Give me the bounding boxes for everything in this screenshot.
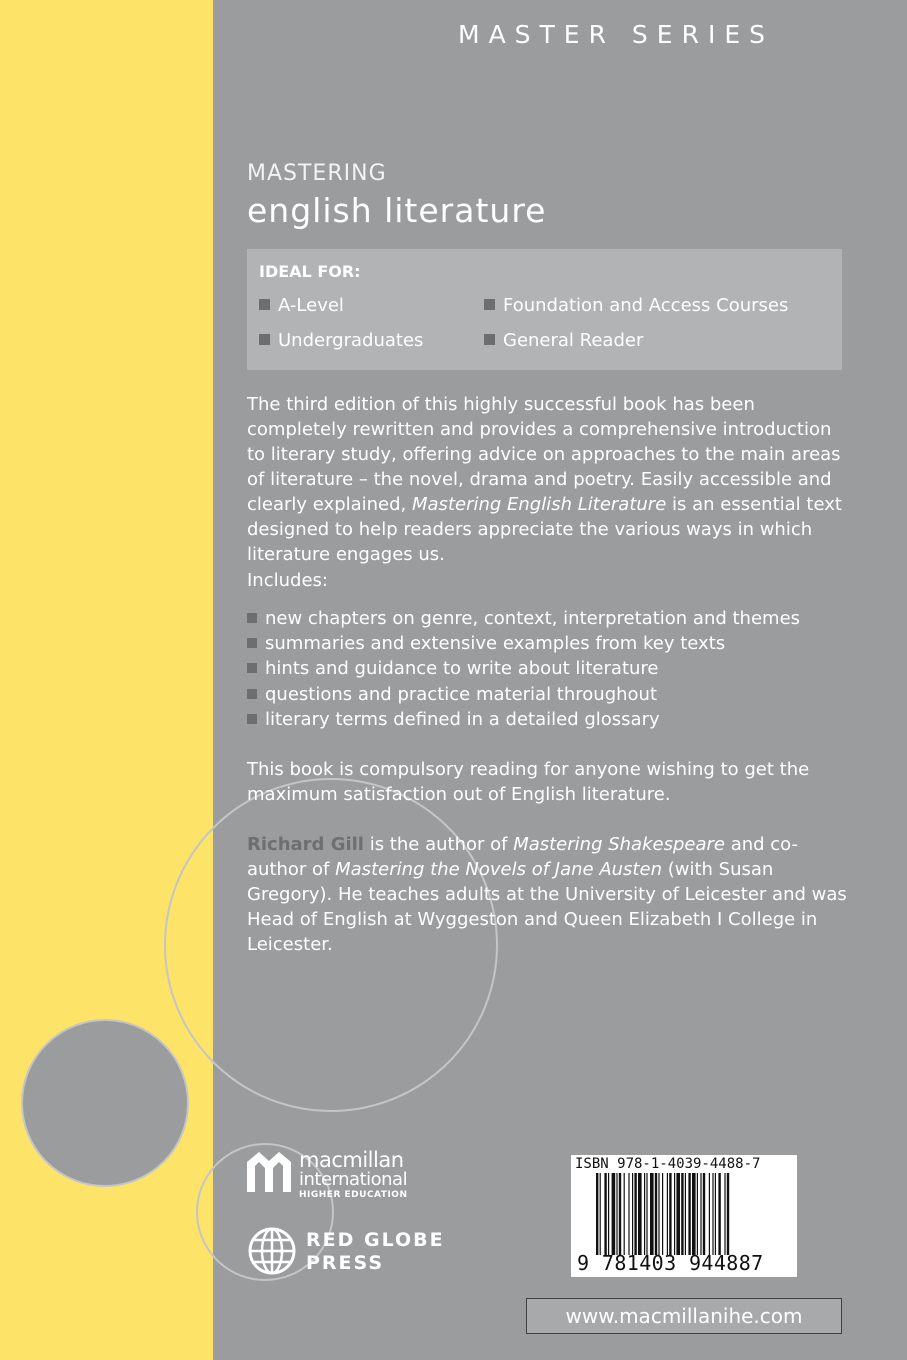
list-item-text: literary terms defined in a detailed glossary	[265, 708, 660, 730]
barcode-bar	[646, 1173, 647, 1255]
barcode-bar	[604, 1173, 606, 1255]
series-title: MASTER SERIES	[458, 20, 774, 49]
square-bullet-icon	[247, 613, 257, 623]
macmillan-line1: macmillan	[299, 1148, 404, 1172]
barcode-bar	[650, 1173, 654, 1255]
list-item-text: hints and guidance to write about literature	[265, 658, 659, 680]
barcode-bar	[667, 1173, 668, 1255]
list-item-text: questions and practice material throughout	[265, 683, 658, 705]
ideal-item	[259, 295, 344, 316]
author-name: Richard Gill	[247, 834, 364, 855]
author-text: (with Susan Gregory). He teaches adults at the University of Leicester and was Head of English at Wyggeston and Queen Elizabeth I College in Leicester.	[247, 859, 847, 955]
barcode-bar	[655, 1173, 657, 1255]
barcode-bar	[700, 1173, 701, 1255]
title-kicker: MASTERING	[247, 161, 387, 186]
rgp-line1: RED GLOBE	[306, 1229, 445, 1251]
barcode-bar	[697, 1173, 698, 1255]
barcode-bar	[619, 1173, 621, 1255]
square-bullet-icon	[247, 689, 257, 699]
barcode-digits: 9 781403 944887	[577, 1251, 764, 1275]
barcode-bar	[676, 1173, 680, 1255]
barcode-bar	[608, 1173, 609, 1255]
barcode-bar	[638, 1173, 642, 1255]
ideal-for-label: IDEAL FOR:	[259, 262, 361, 281]
barcode-bars	[596, 1173, 772, 1255]
square-bullet-icon	[484, 299, 495, 310]
barcode-bar	[718, 1173, 720, 1255]
barcode-bar	[628, 1173, 629, 1255]
barcode-bar	[632, 1173, 633, 1255]
barcode-bar	[709, 1173, 710, 1255]
square-bullet-icon	[259, 334, 270, 345]
barcode-bar	[616, 1173, 617, 1255]
barcode-bar	[727, 1173, 729, 1255]
macmillan-line2: international	[299, 1169, 408, 1190]
barcode-bar	[703, 1173, 705, 1255]
rgp-line2: PRESS	[306, 1252, 385, 1274]
barcode-bar	[662, 1173, 663, 1255]
barcode-bar	[685, 1173, 686, 1255]
ideal-item	[484, 330, 643, 351]
barcode-bar	[674, 1173, 675, 1255]
author-text: and co-author of	[247, 834, 799, 880]
ideal-item-text: General Reader	[503, 330, 644, 351]
barcode-bar	[600, 1173, 601, 1255]
list-item	[247, 656, 847, 681]
barcode-bar	[669, 1173, 671, 1255]
macmillan-logo	[247, 1150, 447, 1205]
barcode-bar	[644, 1173, 645, 1255]
barcode-bar	[681, 1173, 683, 1255]
ideal-item-text: Undergraduates	[278, 330, 424, 351]
description-book-title: Mastering English Literature	[412, 494, 667, 515]
ideal-item-text: A-Level	[278, 295, 344, 316]
barcode-bar	[724, 1173, 725, 1255]
author-text: is the author of	[363, 834, 514, 855]
ideal-for-box	[247, 249, 842, 370]
author-paragraph	[247, 832, 847, 957]
list-item-text: summaries and extensive examples from key texts	[265, 633, 726, 655]
ideal-item	[259, 330, 423, 351]
square-bullet-icon	[247, 638, 257, 648]
barcode-bar	[634, 1173, 636, 1255]
author-book-title: Mastering the Novels of Jane Austen	[335, 859, 662, 880]
barcode-bar	[624, 1173, 625, 1255]
square-bullet-icon	[247, 714, 257, 724]
barcode-bar	[612, 1173, 616, 1255]
macmillan-m-icon	[247, 1152, 291, 1192]
barcode-bar	[712, 1173, 713, 1255]
ideal-item-text: Foundation and Access Courses	[503, 295, 789, 316]
author-book-title: Mastering Shakespeare	[513, 834, 725, 855]
macmillan-wordmark	[299, 1150, 407, 1201]
list-item	[247, 606, 847, 631]
barcode-bar	[658, 1173, 659, 1255]
square-bullet-icon	[247, 663, 257, 673]
includes-label: Includes:	[247, 570, 328, 591]
list-item	[247, 682, 847, 707]
list-item-text: new chapters on genre, context, interpretation and themes	[265, 608, 801, 629]
red-globe-press-wordmark	[306, 1229, 445, 1275]
barcode-bar	[688, 1173, 690, 1255]
description-paragraph	[247, 392, 847, 567]
list-item	[247, 707, 847, 732]
barcode-bar	[596, 1173, 598, 1255]
website-url[interactable]: www.macmillanihe.com	[526, 1298, 842, 1334]
isbn-label: ISBN 978-1-4039-4488-7	[575, 1156, 761, 1172]
ideal-item	[484, 295, 788, 316]
description-text-end: is an essential text designed to help readers appreciate the various ways in which literature engages us.	[247, 494, 842, 565]
includes-list	[247, 606, 847, 732]
book-title: english literature	[247, 191, 547, 230]
macmillan-line3: HIGHER EDUCATION	[299, 1190, 408, 1200]
square-bullet-icon	[259, 299, 270, 310]
compulsory-paragraph: This book is compulsory reading for anyone wishing to get the maximum satisfaction out of English literature.	[247, 759, 810, 805]
barcode-bar	[692, 1173, 696, 1255]
square-bullet-icon	[484, 334, 495, 345]
red-globe-press-logo	[247, 1226, 447, 1278]
barcode-bar	[715, 1173, 716, 1255]
globe-icon	[247, 1226, 297, 1276]
list-item	[247, 631, 847, 656]
description-text: The third edition of this highly successful book has been completely rewritten and provides a comprehensive introduction to literary study, offering advice on approaches to the main areas of literature – the novel, drama and poetry. Easily accessible and clearly explained,	[247, 394, 841, 515]
isbn-barcode	[571, 1155, 797, 1277]
yellow-side-strip	[0, 0, 213, 1360]
